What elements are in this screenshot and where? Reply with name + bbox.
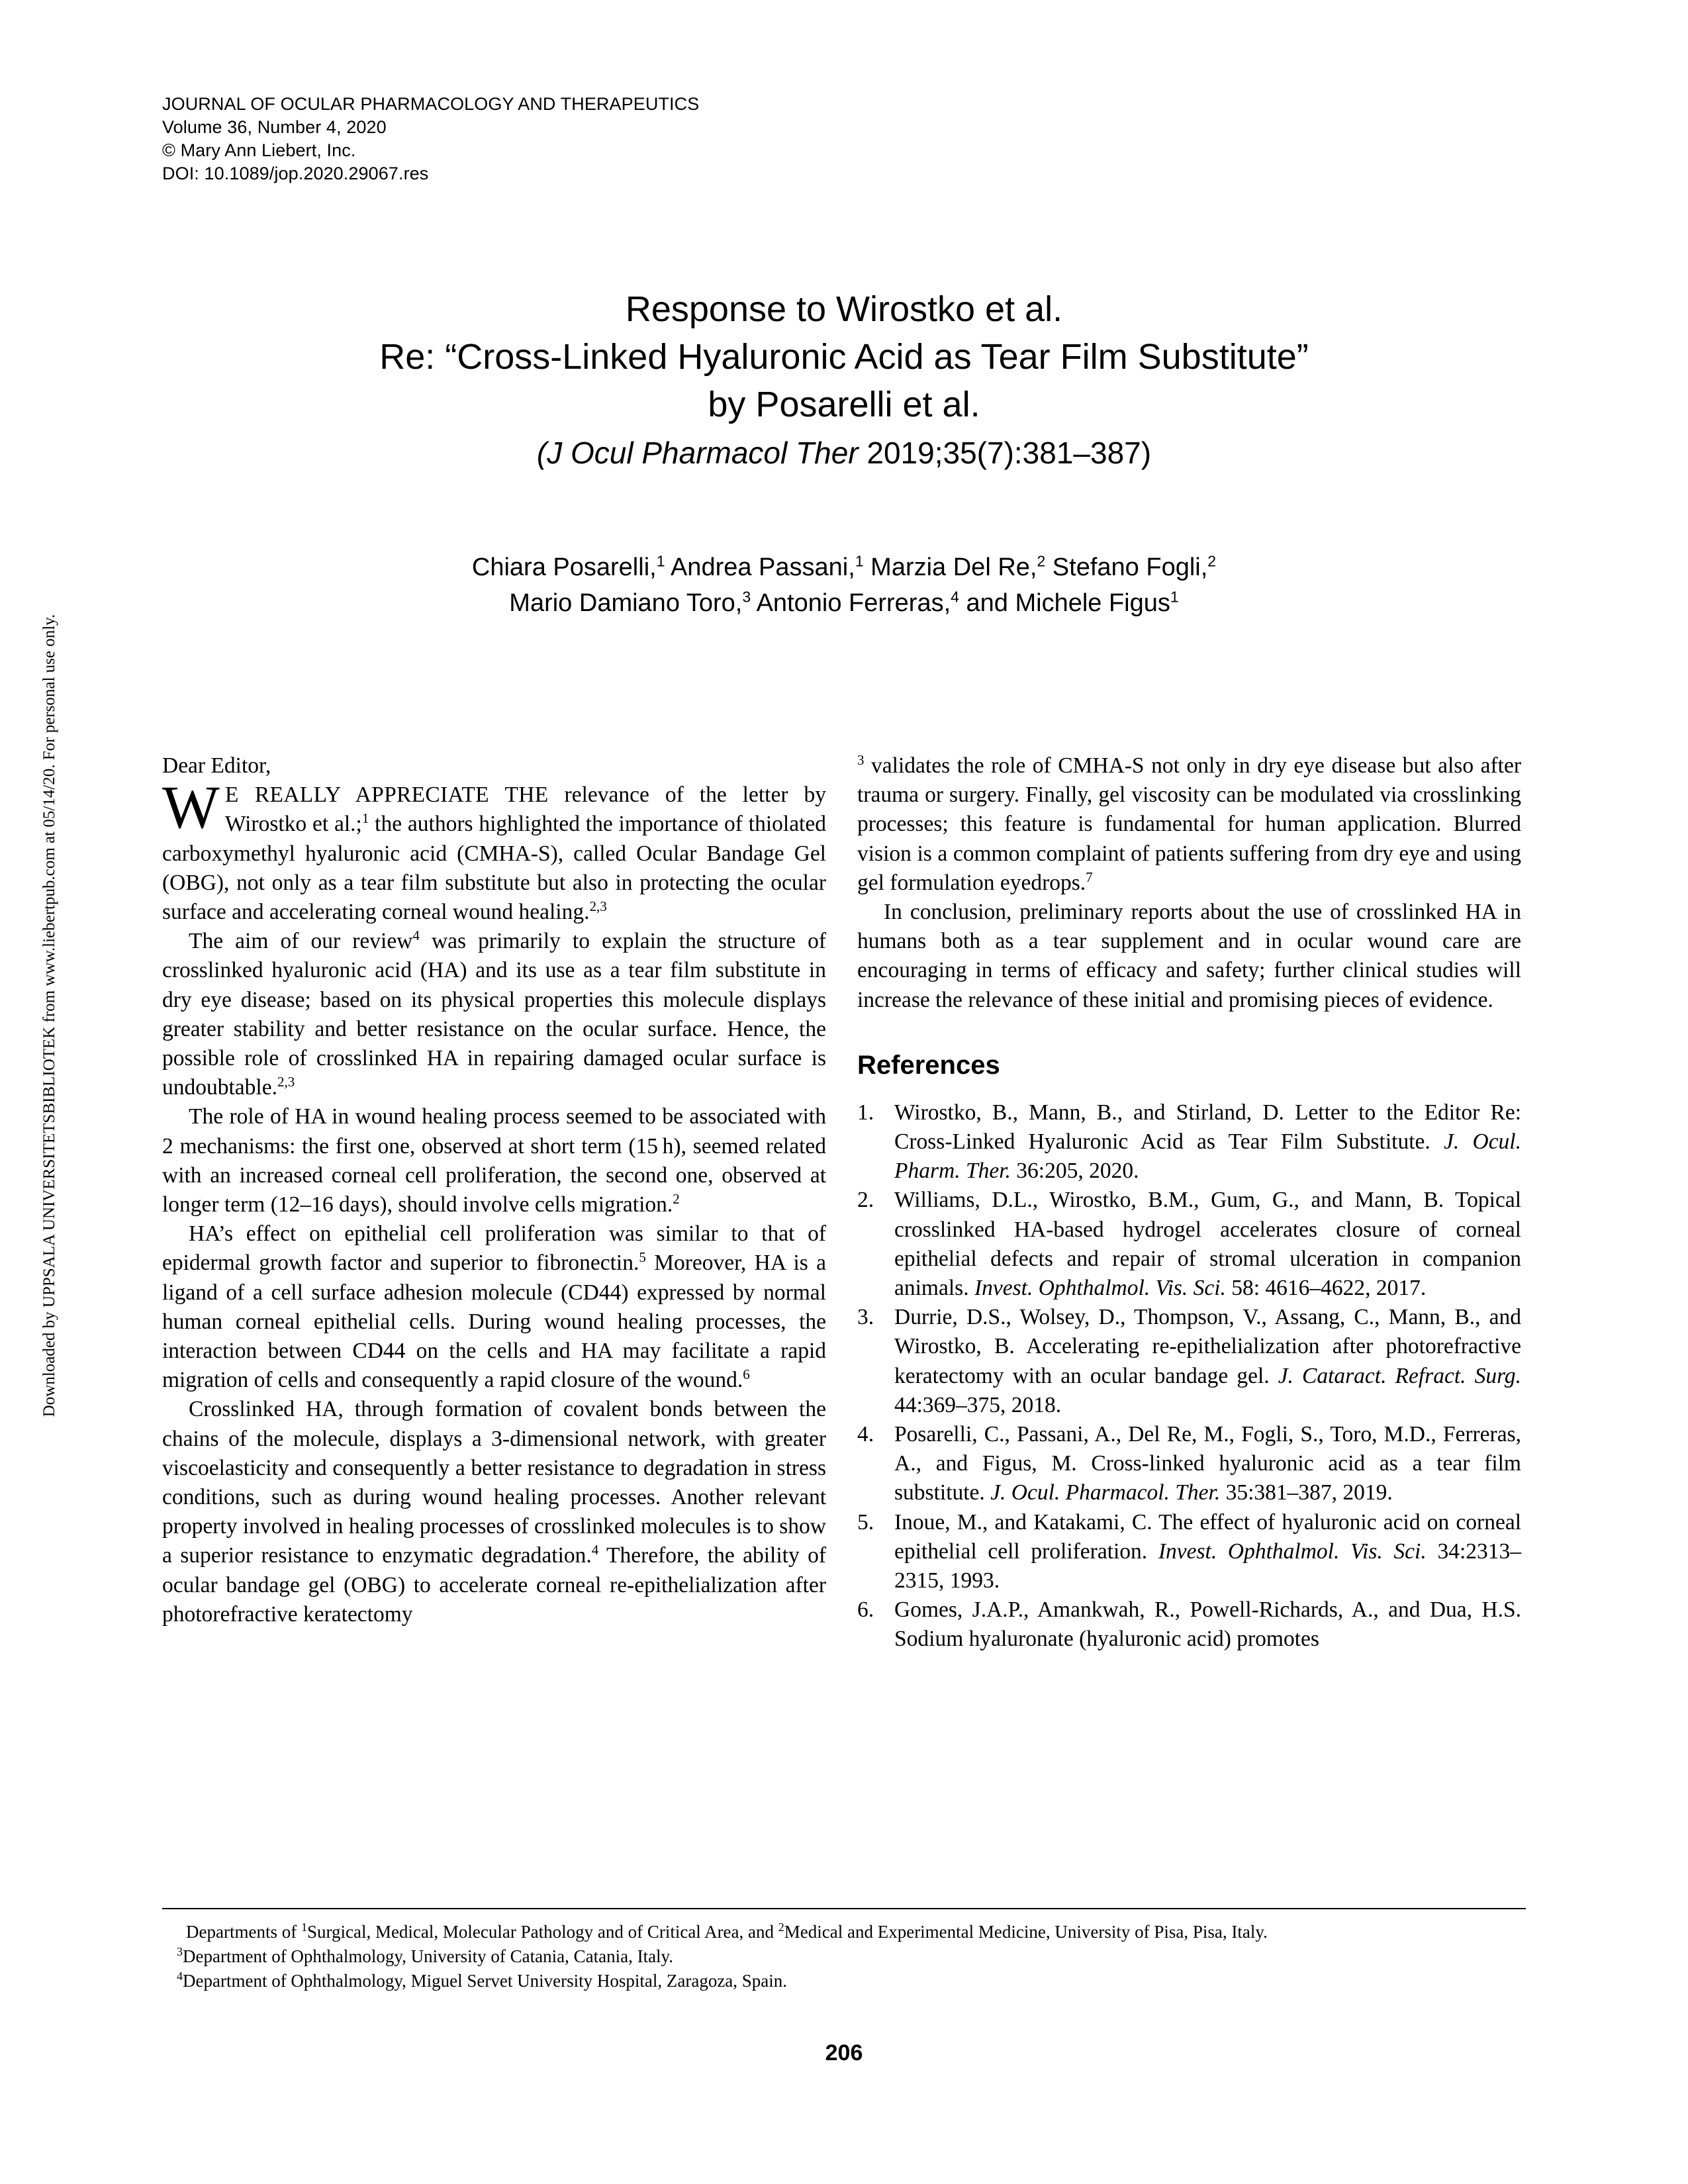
reference-locator: 36:205, 2020. bbox=[1010, 1159, 1139, 1184]
affiliation-text: Department of Ophthalmology, Miguel Servet University Hospital, Zaragoza, Spain. bbox=[183, 1971, 788, 1991]
paragraph-opening bbox=[162, 773, 826, 927]
author-name: Mario Damiano Toro, bbox=[509, 589, 743, 617]
title-line-3: by Posarelli et al. bbox=[708, 385, 980, 425]
journal-volume: Volume 36, Number 4, 2020 bbox=[162, 117, 387, 137]
paragraph-text: was primarily to explain the structure of crosslinked hyaluronic acid (HA) and its use as a tear film substitute in dry eye disease; based on its physical properties this molecule displays greater stability and better resistance on the ocular surface. Hence, the possible role of crosslinked HA in repairing damaged ocular surface is undoubtable. bbox=[162, 929, 826, 1100]
small-caps-lead: E REALLY APPRECIATE THE bbox=[224, 783, 549, 808]
author-list bbox=[159, 549, 1529, 621]
reference-journal: J. Ocul. Pharm. Ther. bbox=[894, 1129, 1521, 1184]
author-name: Marzia Del Re, bbox=[863, 553, 1037, 581]
page-title bbox=[159, 285, 1529, 475]
paragraph-text: Therefore, the ability of ocular bandage gel (OBG) to accelerate corneal re-epithelialization after photorefractive keratectomy bbox=[162, 1543, 826, 1627]
journal-name: JOURNAL OF OCULAR PHARMACOLOGY AND THERAPEUTICS bbox=[162, 94, 700, 114]
author-line-1 bbox=[159, 549, 1529, 585]
affiliation-text: Department of Ophthalmology, University of Catania, Catania, Italy. bbox=[183, 1946, 674, 1966]
author-affil-marker: 1 bbox=[1170, 588, 1179, 606]
paragraph-conclusion: In conclusion, preliminary reports about the use of crosslinked HA in humans both as a tear supplement and in ocular wound care are encouraging in terms of efficacy and safety; further clinical studies will increase the relevance of these initial and promising pieces of evidence. bbox=[857, 900, 1521, 1012]
reference-text: Gomes, J.A.P., Amankwah, R., Powell-Richards, A., and Dua, H.S. Sodium hyaluronate (hyaluronic acid) promotes bbox=[894, 1597, 1521, 1652]
author-name: Stefano Fogli, bbox=[1045, 553, 1208, 581]
reference-text: Williams, D.L., Wirostko, B.M., Gum, G., and Mann, B. Topical crosslinked HA-based hydrogel accelerates closure of corneal epithelial defects and repair of stromal ulceration in companion animals. bbox=[894, 1188, 1521, 1301]
affiliations-block bbox=[162, 1920, 1527, 1993]
affiliation-4 bbox=[162, 1969, 1527, 1993]
paragraph-crosslinked-ha bbox=[162, 1395, 826, 1629]
reference-item bbox=[857, 1186, 1521, 1303]
reference-text: Wirostko, B., Mann, B., and Stirland, D. Letter to the Editor Re: Cross-Linked Hyaluronic Acid as Tear Film Substitute. bbox=[894, 1100, 1521, 1155]
reference-journal: Invest. Ophthalmol. Vis. Sci. bbox=[974, 1276, 1226, 1301]
reference-journal: J. Cataract. Refract. Surg. bbox=[1278, 1363, 1521, 1388]
paragraph-text: relevance of the letter by Wirostko et al.; bbox=[224, 783, 826, 837]
affiliation-marker: 4 bbox=[177, 1970, 183, 1983]
reference-text: Posarelli, C., Passani, A., Del Re, M., Fogli, S., Toro, M.D., Ferreras, A., and Figus, M. Cross-linked hyaluronic acid as a tear film substitute. bbox=[894, 1422, 1521, 1505]
title-source-citation bbox=[159, 431, 1529, 475]
affiliation-text: Surgical, Medical, Molecular Pathology and of Critical Area, and bbox=[306, 1922, 778, 1942]
paragraph-ha-effect bbox=[162, 1219, 826, 1395]
salutation: Dear Editor, bbox=[162, 753, 271, 778]
citation-marker: 7 bbox=[1086, 869, 1093, 885]
reference-locator: 35:381–387, 2019. bbox=[1220, 1480, 1393, 1505]
paragraph-text: The role of HA in wound healing process seemed to be associated with 2 mechanisms: the first one, observed at short term (15 h), seemed related with an increased corneal cell proliferation, the second one, observed at longer term (12–16 days), should involve cells migration. bbox=[162, 1104, 826, 1217]
page-number: 206 bbox=[825, 2040, 863, 2065]
author-affil-marker: 3 bbox=[742, 588, 751, 606]
body-column-right bbox=[857, 751, 1521, 1654]
paragraph-aim bbox=[162, 927, 826, 1102]
citation-marker: 2 bbox=[673, 1190, 680, 1207]
reference-item bbox=[857, 1508, 1521, 1596]
download-watermark: Downloaded by UPPSALA UNIVERSITETSBIBLIOTEK from www.liebertpub.com at 05/14/20. For personal use only. bbox=[40, 614, 58, 1417]
reference-locator: 44:369–375, 2018. bbox=[894, 1392, 1062, 1417]
body-column-left bbox=[162, 751, 826, 1629]
author-affil-marker: 2 bbox=[1207, 552, 1217, 570]
paragraph-text: HA’s effect on epithelial cell proliferation was similar to that of epidermal growth factor and superior to fibronectin. bbox=[162, 1221, 826, 1276]
title-line-1: Response to Wirostko et al. bbox=[625, 289, 1063, 330]
citation-marker: 5 bbox=[639, 1249, 646, 1266]
reference-locator: 58: 4616–4622, 2017. bbox=[1225, 1276, 1427, 1301]
citation-marker: 3 bbox=[857, 751, 865, 768]
author-affil-marker: 4 bbox=[951, 588, 959, 606]
drop-cap: W bbox=[162, 773, 220, 841]
paragraph-text: Crosslinked HA, through formation of covalent bonds between the chains of the molecule, displays a 3-dimensional network, with greater viscoelasticity and consequently a better resistance to degradation in stress conditions, such as during wound healing processes. Another relevant property involved in healing processes of crosslinked molecules is to show a superior resistance to enzymatic degradation. bbox=[162, 1397, 826, 1568]
affiliation-3 bbox=[162, 1944, 1527, 1969]
paragraph-text: validates the role of CMHA-S not only in dry eye disease but also after trauma or surgery. Finally, gel viscosity can be modulated via crosslinking processes; this feature is fundamental for human application. Blurred vision is a common complaint of patients suffering from dry eye and using gel formulation eyedrops. bbox=[857, 753, 1521, 895]
author-affil-marker: 1 bbox=[656, 552, 665, 570]
references-list bbox=[857, 1098, 1521, 1654]
affiliation-marker: 1 bbox=[301, 1921, 307, 1934]
reference-item bbox=[857, 1420, 1521, 1508]
reference-item bbox=[857, 1595, 1521, 1654]
journal-doi: DOI: 10.1089/jop.2020.29067.res bbox=[162, 164, 429, 183]
footnote-divider bbox=[162, 1908, 1526, 1909]
reference-journal: J. Ocul. Pharmacol. Ther. bbox=[990, 1480, 1221, 1505]
affiliation-marker: 3 bbox=[177, 1945, 183, 1958]
citation-marker: 2,3 bbox=[589, 898, 607, 914]
citation-marker: 4 bbox=[591, 1542, 599, 1558]
author-affil-marker: 2 bbox=[1037, 552, 1046, 570]
affiliation-1-2 bbox=[162, 1920, 1527, 1944]
author-line-2 bbox=[159, 585, 1529, 621]
citation-marker: 4 bbox=[412, 927, 420, 944]
citation-marker: 1 bbox=[361, 810, 369, 827]
reference-text: Durrie, D.S., Wolsey, D., Thompson, V., Assang, C., Mann, B., and Wirostko, B. Accelerating re-epithelialization after photorefractive keratectomy with an ocular bandage gel. bbox=[894, 1305, 1521, 1388]
reference-item bbox=[857, 1098, 1521, 1186]
citation-marker: 6 bbox=[743, 1366, 750, 1383]
reference-item bbox=[857, 1303, 1521, 1420]
title-line-2: Re: “Cross-Linked Hyaluronic Acid as Tear Film Substitute” bbox=[379, 337, 1309, 377]
author-affil-marker: 1 bbox=[855, 552, 864, 570]
title-source-journal: (J Ocul Pharmacol Ther bbox=[536, 436, 859, 471]
journal-publisher: © Mary Ann Liebert, Inc. bbox=[162, 140, 356, 160]
reference-locator: 34:2313–2315, 1993. bbox=[894, 1539, 1521, 1593]
author-name: Andrea Passani, bbox=[665, 553, 855, 581]
references-heading: References bbox=[857, 1050, 1000, 1080]
journal-masthead bbox=[162, 93, 957, 185]
reference-journal: Invest. Ophthalmol. Vis. Sci. bbox=[1158, 1539, 1427, 1564]
paragraph-text: The aim of our review bbox=[189, 929, 413, 954]
paragraph-role-of-ha bbox=[162, 1102, 826, 1219]
author-name: and Michele Figus bbox=[959, 589, 1170, 617]
paragraph-text: Moreover, HA is a ligand of a cell surface adhesion molecule (CD44) expressed by normal human corneal epithelial cells. During wound healing processes, the interaction between CD44 on the cells and HA may facilitate a rapid migration of cells and consequently a rapid closure of the wound. bbox=[162, 1251, 826, 1393]
affiliation-text: Medical and Experimental Medicine, University of Pisa, Pisa, Italy. bbox=[784, 1922, 1268, 1942]
author-name: Antonio Ferreras, bbox=[751, 589, 951, 617]
paragraph-crosslinked-ha-cont bbox=[857, 751, 1521, 898]
citation-marker: 2,3 bbox=[277, 1074, 295, 1090]
title-source-locator: 2019;35(7):381–387) bbox=[858, 436, 1152, 471]
paragraph-text: the authors highlighted the importance of thiolated carboxymethyl hyaluronic acid (CMHA-S), called Ocular Bandage Gel (OBG), not only as a tear film substitute but also in protecting the ocular surface and accelerating corneal wound healing. bbox=[162, 812, 826, 925]
reference-text: Inoue, M., and Katakami, C. The effect of hyaluronic acid on corneal epithelial cell proliferation. bbox=[894, 1509, 1521, 1564]
affiliation-text: Departments of bbox=[186, 1922, 301, 1942]
affiliation-marker: 2 bbox=[778, 1921, 784, 1934]
author-name: Chiara Posarelli, bbox=[471, 553, 657, 581]
